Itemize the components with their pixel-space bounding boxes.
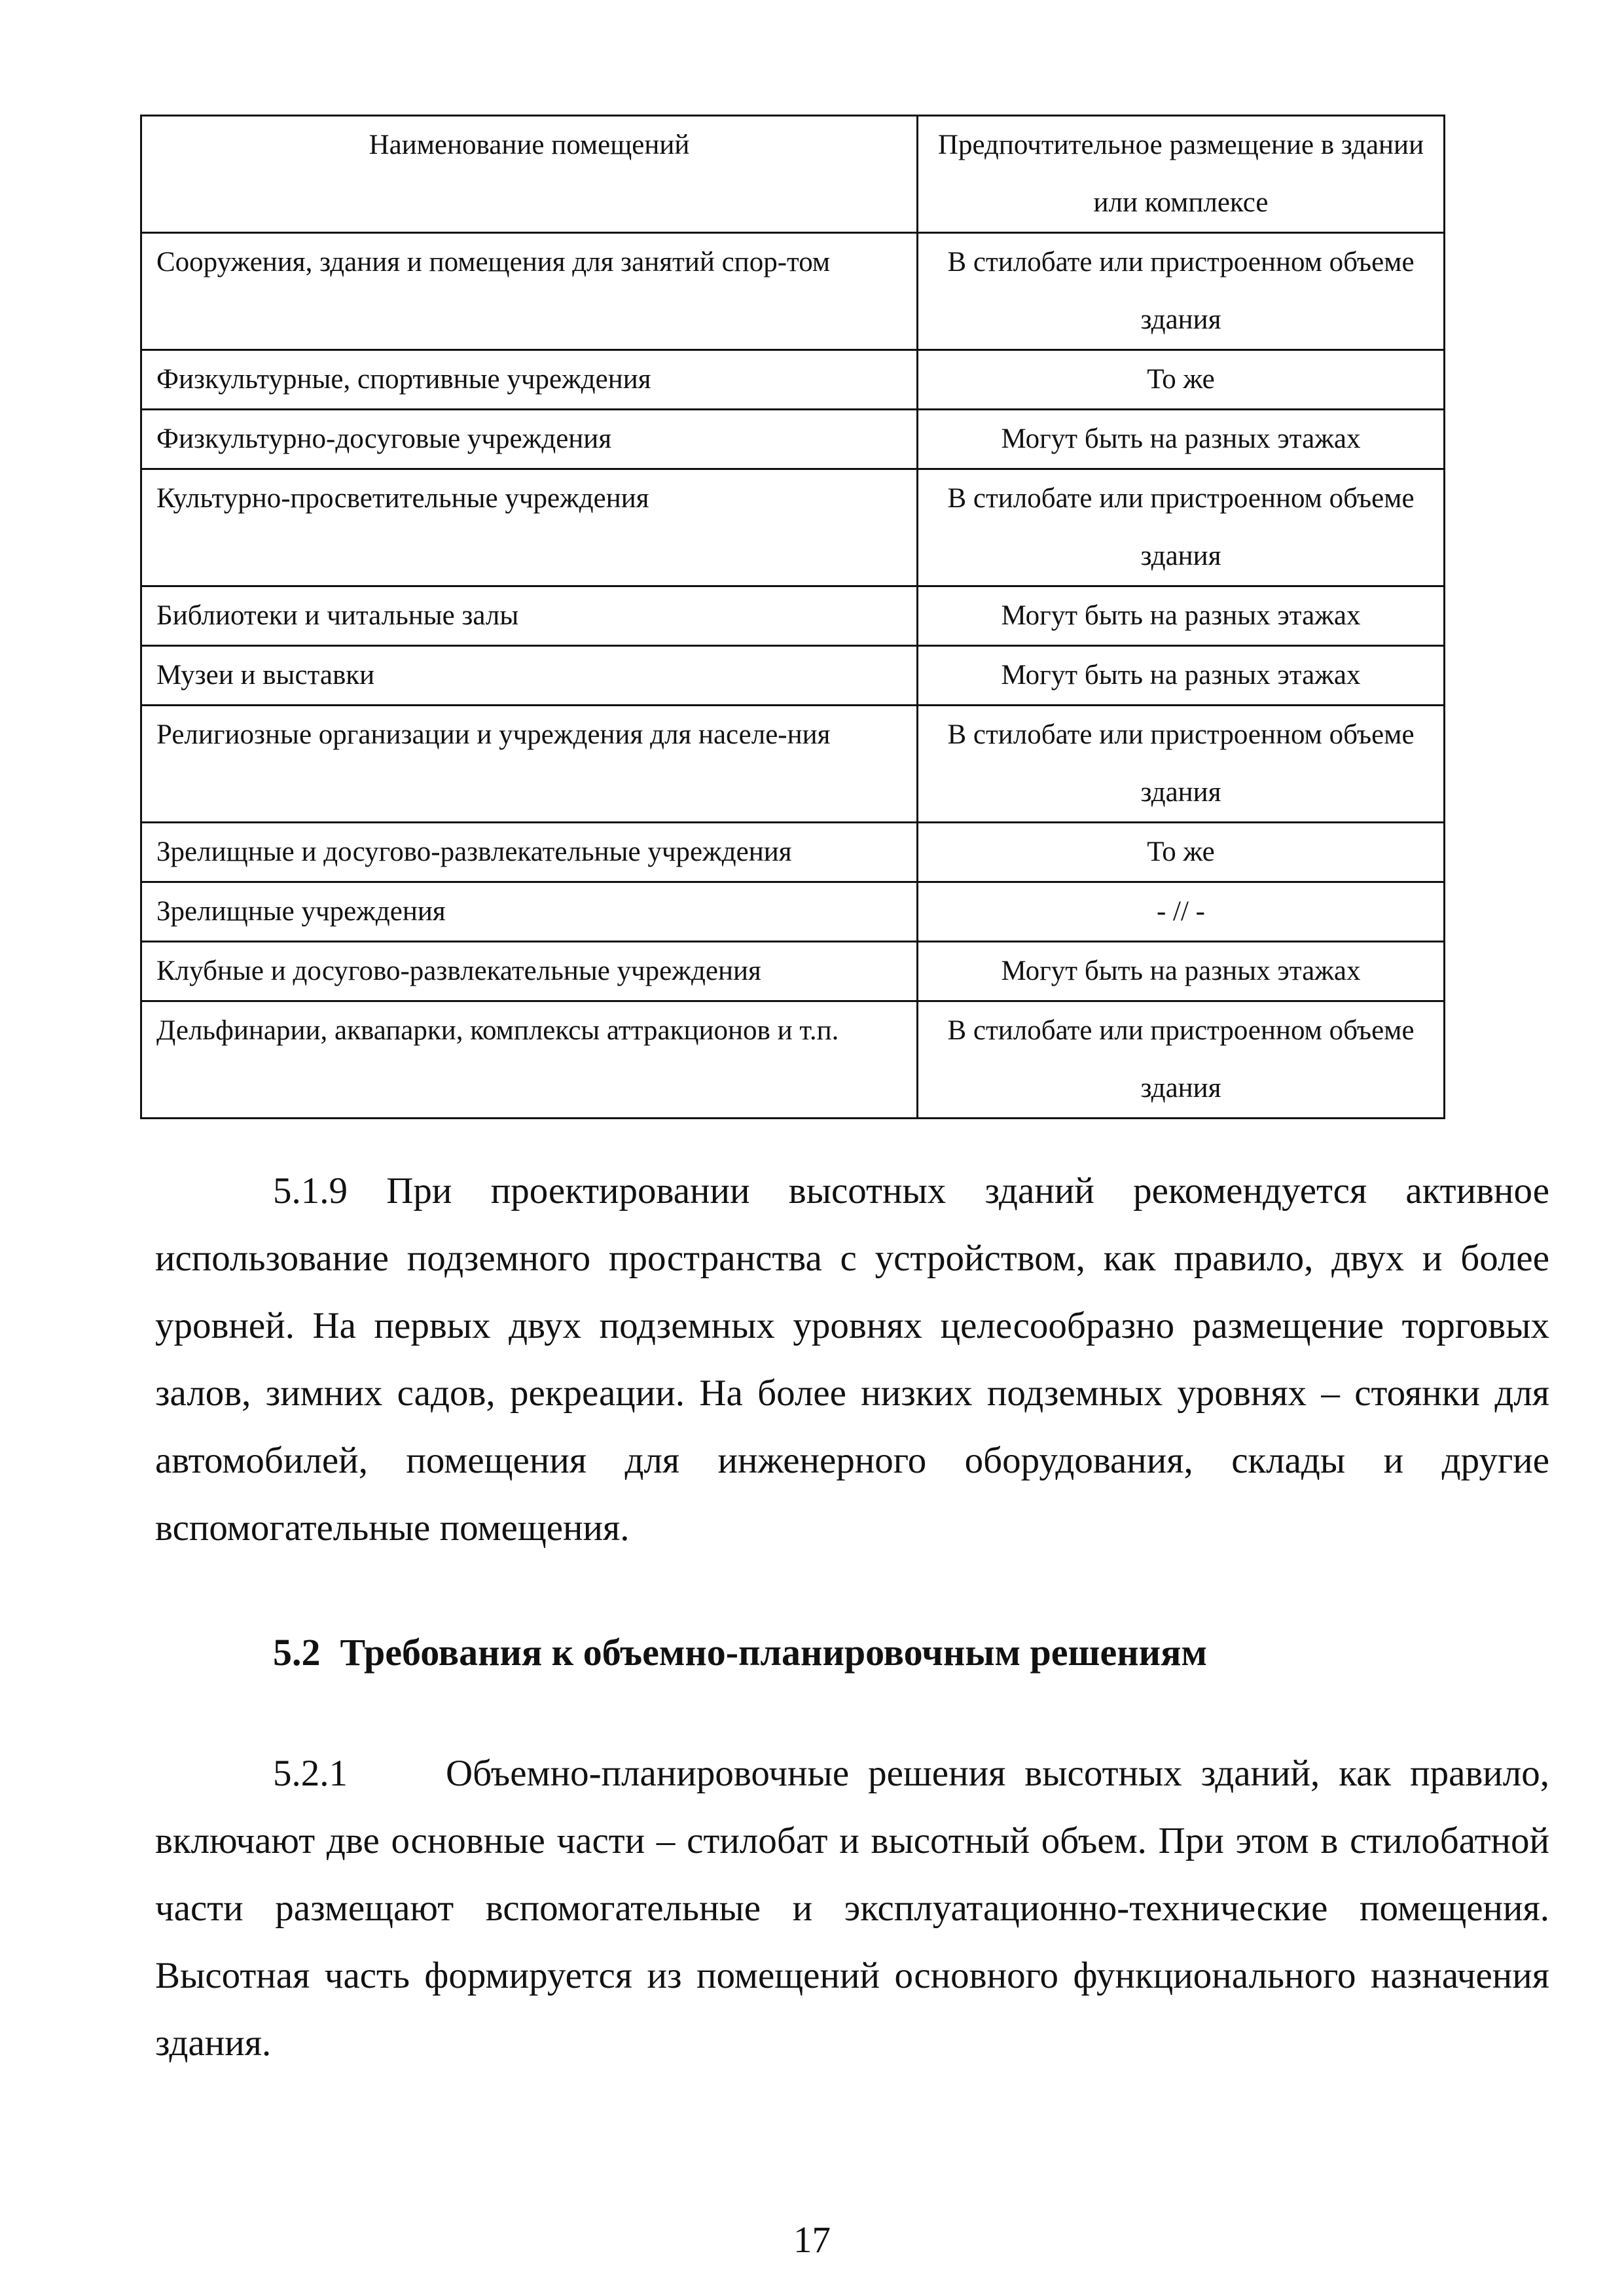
table-row — [141, 706, 1445, 823]
placement-cell: Могут быть на разных этажах — [918, 942, 1445, 1001]
table-row — [141, 410, 1445, 469]
premises-name-cell: Зрелищные и досугово-развлекательные учреждения — [141, 823, 918, 882]
placement-cell: Могут быть на разных этажах — [918, 410, 1445, 469]
paragraph-5-2-1 — [155, 1740, 1549, 2077]
table-row — [141, 586, 1445, 646]
premises-name-cell: Зрелищные учреждения — [141, 882, 918, 942]
section-heading-5-2 — [273, 1620, 1207, 1685]
table-row — [141, 1001, 1445, 1119]
table-row — [141, 823, 1445, 882]
table-row — [141, 942, 1445, 1001]
paragraph-text: Объемно-планировочные решения высотных зданий, как правило, включают две основные части – стилобат и высотный объем. При этом в стилобатной части размещают вспомогательные и эксплуатационно-технические помещения. Высотная часть формируется из помещений основного функционального назначения здания. — [155, 1753, 1549, 2064]
header-premises-name: Наименование помещений — [141, 116, 918, 233]
premises-name-cell: Клубные и досугово-развлекательные учреждения — [141, 942, 918, 1001]
placement-cell: Могут быть на разных этажах — [918, 586, 1445, 646]
premises-name-cell: Физкультурно-досуговые учреждения — [141, 410, 918, 469]
header-preferred-placement: Предпочтительное размещение в здании или комплексе — [918, 116, 1445, 233]
placement-cell: - // - — [918, 882, 1445, 942]
premises-placement-table — [140, 115, 1445, 1119]
paragraph-5-1-9: 5.1.9 При проектировании высотных зданий рекомендуется активное использование подземного пространства с устройством, как правило, двух и более уровней. На первых двух подземных уровнях целесообразно размещение торговых залов, зимних садов, рекреации. На более низких подземных уровнях – стоянки для автомобилей, помещения для инженерного оборудования, склады и другие вспомогательные помещения. — [155, 1170, 1549, 1549]
table-row — [141, 646, 1445, 706]
placement-cell: В стилобате или пристроенном объеме здания — [918, 706, 1445, 823]
premises-name-cell: Сооружения, здания и помещения для занятий спор-том — [141, 233, 918, 350]
section-title: Требования к объемно-планировочным решениям — [340, 1631, 1207, 1674]
premises-name-cell: Дельфинарии, аквапарки, комплексы аттракционов и т.п. — [141, 1001, 918, 1119]
placement-cell: В стилобате или пристроенном объеме здания — [918, 469, 1445, 586]
placement-cell: То же — [918, 823, 1445, 882]
placement-cell: То же — [918, 350, 1445, 410]
table-row — [141, 469, 1445, 586]
placement-cell: Могут быть на разных этажах — [918, 646, 1445, 706]
page-number: 17 — [793, 2219, 831, 2261]
placement-cell: В стилобате или пристроенном объеме здания — [918, 1001, 1445, 1119]
placement-cell: В стилобате или пристроенном объеме здания — [918, 233, 1445, 350]
table-header-row — [141, 116, 1445, 233]
premises-name-cell: Музеи и выставки — [141, 646, 918, 706]
table-row — [141, 882, 1445, 942]
section-number: 5.2 — [273, 1631, 321, 1674]
premises-name-cell: Библиотеки и читальные залы — [141, 586, 918, 646]
paragraph-number: 5.2.1 — [273, 1753, 348, 1794]
table-row — [141, 350, 1445, 410]
premises-name-cell: Культурно-просветительные учреждения — [141, 469, 918, 586]
premises-name-cell: Физкультурные, спортивные учреждения — [141, 350, 918, 410]
table-row — [141, 233, 1445, 350]
premises-name-cell: Религиозные организации и учреждения для населе-ния — [141, 706, 918, 823]
